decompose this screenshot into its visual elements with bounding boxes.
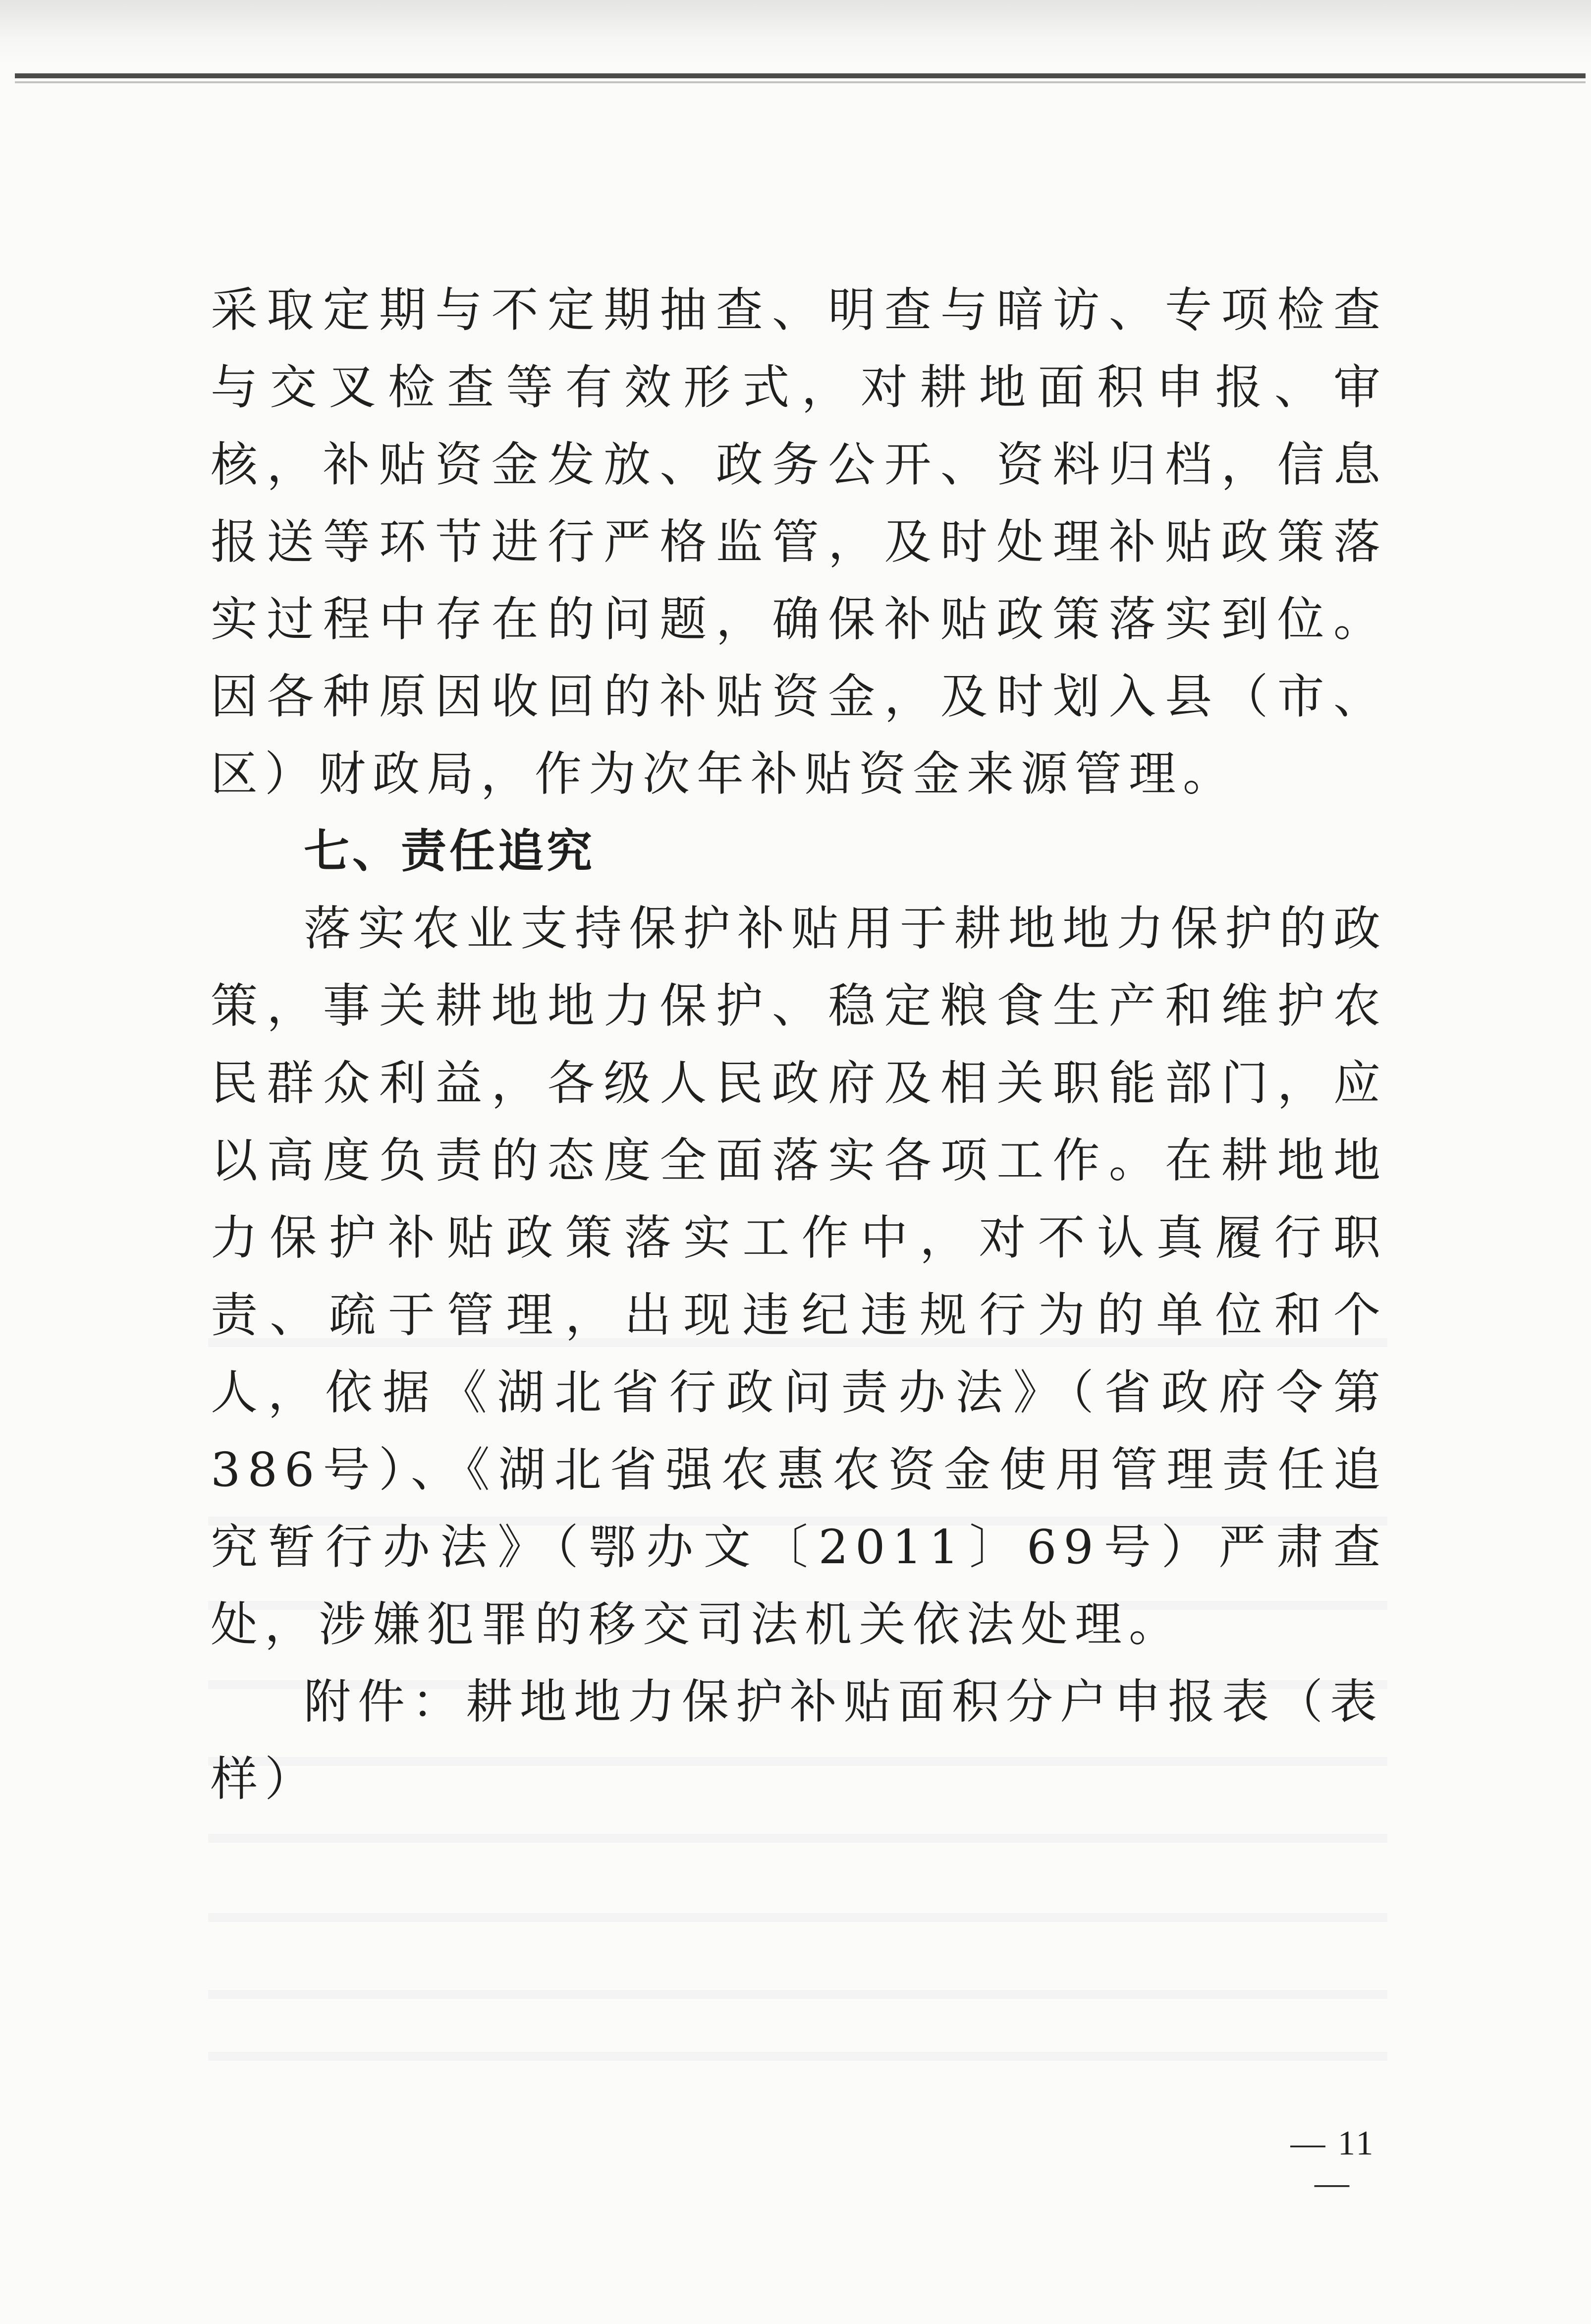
section-heading: 七、责任追究 [304, 825, 596, 878]
show-through-band [208, 1834, 1387, 1843]
show-through-band [208, 1913, 1387, 1922]
paragraph-responsibility: 落实农业支持保护补贴用于耕地地力保护的政策，事关耕地地力保护、稳定粮食生产和维护农民群众利益，各级人民政府及相关职能部门，应以高度负责的态度全面落实各项工作。在耕地地力保护补贴政策落实工作中，对不认真履行职责、疏于管理，出现违纪违规行为的单位和个人，依据《湖北省行政问责办法》（省政府令第386号）、《湖北省强农惠农资金使用管理责任追究暂行办法》（鄂办文〔2011〕69号）严肃查处，涉嫌犯罪的移交司法机关依法处理。 [211, 902, 1387, 1652]
scan-border-line [15, 73, 1586, 78]
attachment-note: 附件：耕地地力保护补贴面积分户申报表（表样） [211, 1675, 1384, 1807]
document-body [211, 272, 1387, 1818]
scan-top-edge [0, 0, 1591, 64]
show-through-band [208, 1990, 1387, 1999]
scan-border-shadow [15, 81, 1586, 83]
paragraph-continued: 采取定期与不定期抽查、明查与暗访、专项检查与交叉检查等有效形式，对耕地面积申报、审核，补贴资金发放、政务公开、资料归档，信息报送等环节进行严格监管，及时处理补贴政策落实过程中存在的问题，确保补贴政策落实到位。因各种原因收回的补贴资金，及时划入县（市、区）财政局，作为次年补贴资金来源管理。 [211, 283, 1387, 801]
page-number: — 11 — [1290, 2124, 1375, 2202]
show-through-band [208, 2052, 1387, 2061]
